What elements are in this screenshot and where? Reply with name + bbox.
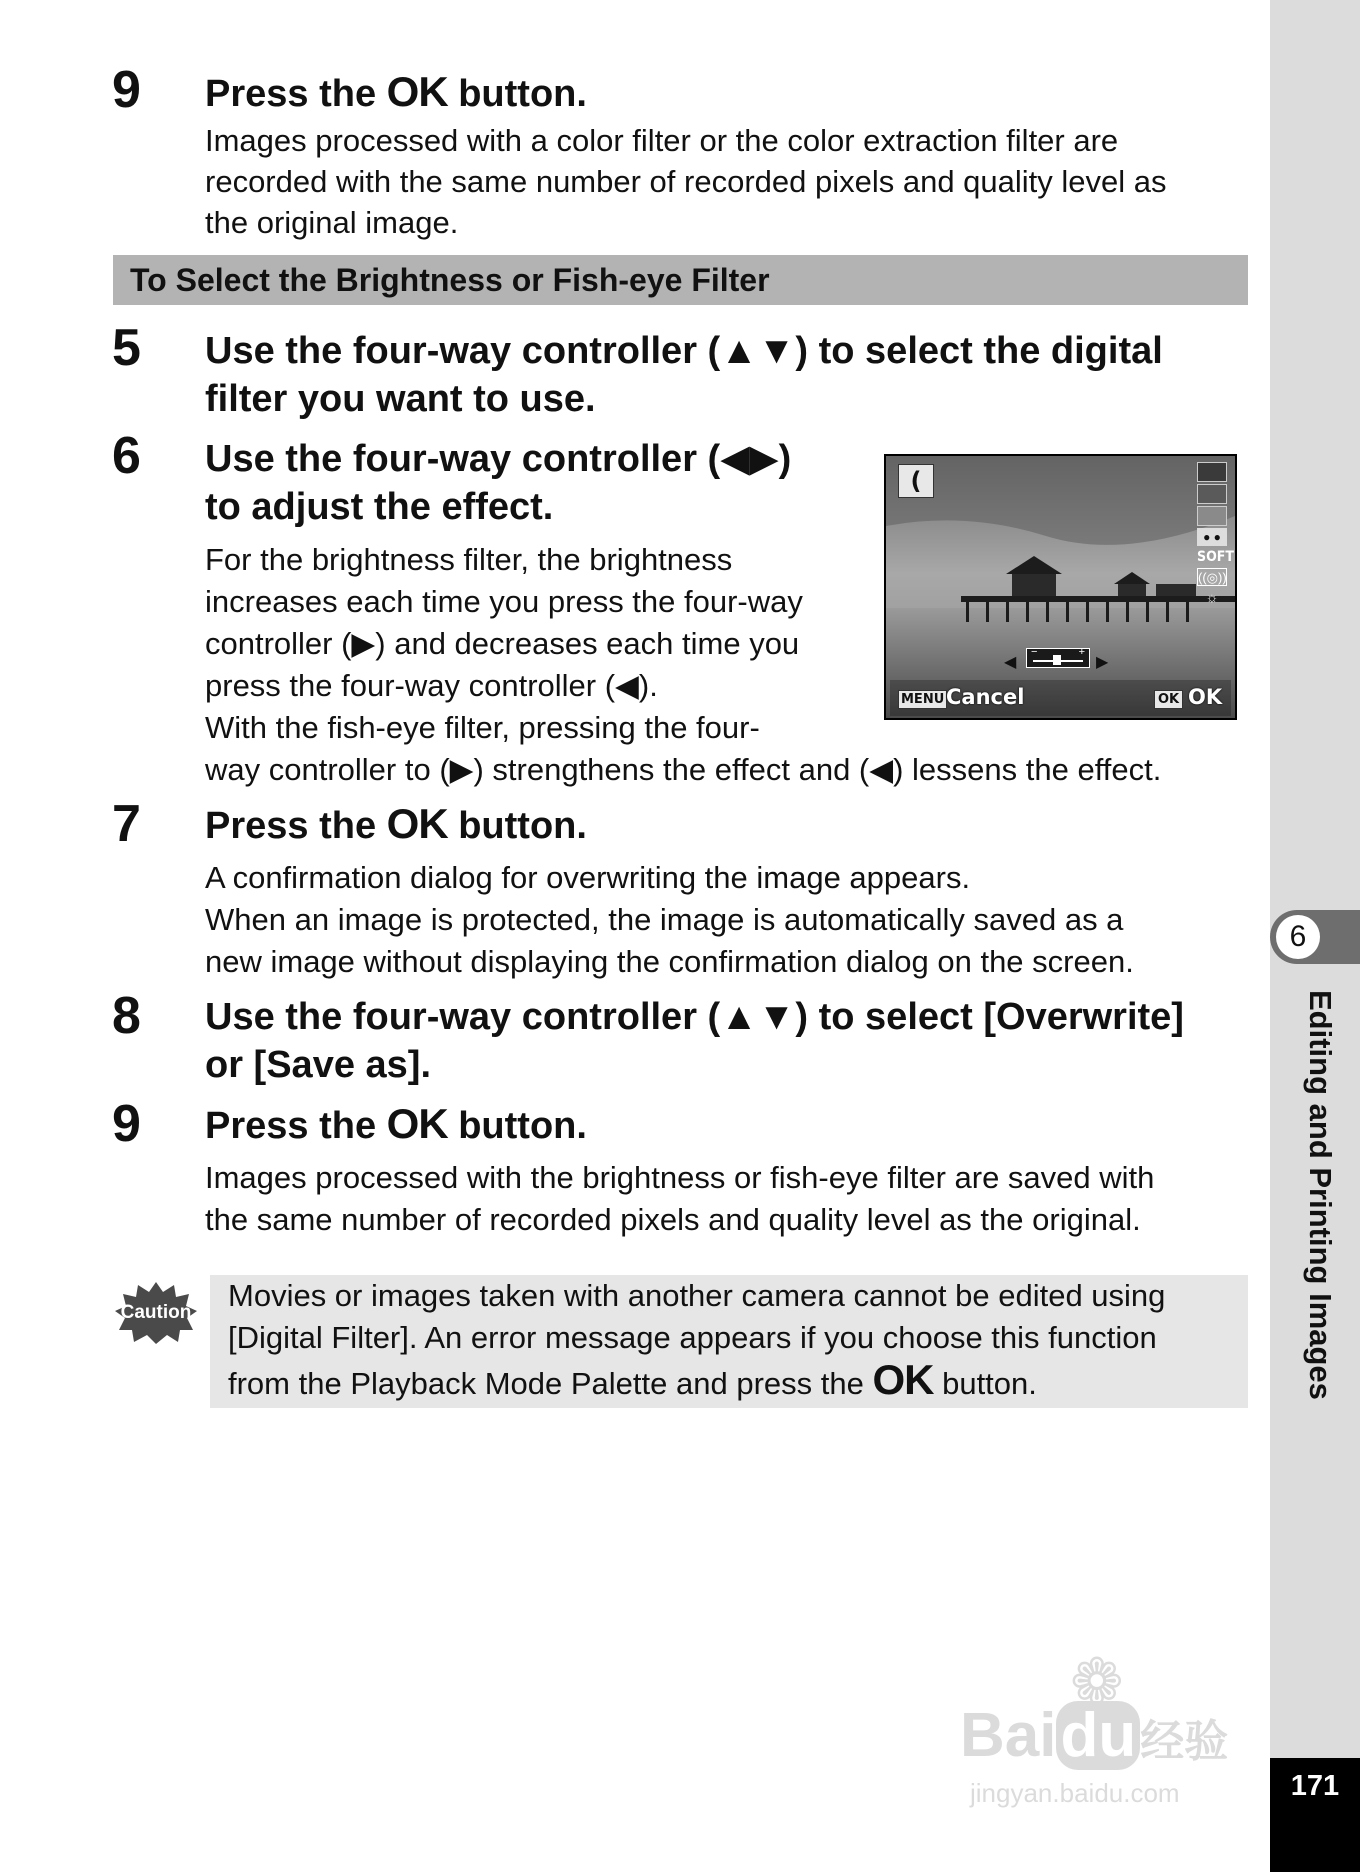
page-number: 171 bbox=[1290, 1770, 1340, 1802]
chapter-number: 6 bbox=[1276, 915, 1320, 959]
slider-minus: − bbox=[1031, 646, 1038, 658]
step-description: Images processed with the brightness or fish-eye filter are saved with the same number of recorded pixels and quality level as the original. bbox=[205, 1160, 1155, 1237]
caution-icon bbox=[114, 1280, 198, 1351]
camera-lcd-preview bbox=[884, 454, 1237, 720]
filter-dots-icon: ● ● bbox=[1197, 528, 1227, 546]
cancel-label: Cancel bbox=[946, 685, 1025, 709]
brightness-filter-icon: ☼ bbox=[1205, 589, 1219, 605]
caution-icon-label: Caution bbox=[120, 1302, 192, 1323]
filter-swatch-mid bbox=[1197, 484, 1227, 504]
chapter-title: Editing and Printing Images bbox=[1303, 990, 1338, 1400]
watermark-cn: 经验 bbox=[1140, 1717, 1229, 1766]
step-description: A confirmation dialog for overwriting the image appears. When an image is protected, the image is automatically saved as a new image without displaying the confirmation dialog on the screen. bbox=[205, 860, 1134, 979]
step-number: 5 bbox=[112, 319, 141, 377]
watermark-brand: Bai bbox=[960, 1701, 1057, 1770]
step-number: 9 bbox=[112, 1095, 141, 1153]
effect-slider bbox=[1026, 648, 1090, 668]
step-number: 6 bbox=[112, 427, 141, 485]
ok-key-icon: OK bbox=[1154, 690, 1183, 709]
step-heading: Use the four-way controller (▲▼) to select [Overwrite] or [Save as]. bbox=[205, 996, 1184, 1086]
filter-swatch-dark bbox=[1197, 462, 1227, 482]
filter-list-panel bbox=[1197, 462, 1234, 605]
slider-thumb bbox=[1053, 655, 1061, 665]
slider-right-arrow-icon: ▶ bbox=[1096, 654, 1109, 671]
step-number: 7 bbox=[112, 795, 141, 853]
filter-mode-icon: ( bbox=[898, 464, 934, 498]
slider-left-arrow-icon: ◀ bbox=[1004, 654, 1017, 671]
step-description: Images processed with a color filter or the color extraction filter are recorded with the same number of recorded pixels and quality level as the original image. bbox=[205, 123, 1167, 240]
section-title: To Select the Brightness or Fish-eye Filter bbox=[130, 262, 770, 298]
watermark-brand2: du bbox=[1056, 1701, 1140, 1770]
menu-key-icon: MENU bbox=[898, 690, 947, 709]
step-heading: Use the four-way controller (▲▼) to select the digital filter you want to use. bbox=[205, 330, 1163, 420]
step-number: 8 bbox=[112, 987, 141, 1045]
step-number: 9 bbox=[112, 61, 141, 119]
pier-scene-image bbox=[886, 456, 1235, 718]
step-heading: Press the OK button. bbox=[205, 800, 587, 847]
ok-button-glyph: OK bbox=[386, 800, 448, 847]
fisheye-filter-icon: ((◎)) bbox=[1198, 570, 1227, 585]
soft-filter-label: SOFT bbox=[1197, 549, 1234, 565]
watermark-url: jingyan.baidu.com bbox=[970, 1778, 1180, 1808]
filter-swatch-light bbox=[1197, 506, 1227, 526]
slider-plus: + bbox=[1078, 646, 1085, 658]
step-heading: Press the OK button. bbox=[205, 68, 587, 115]
step-description: For the brightness filter, the brightness increases each time you press the four-way controller (▶) and decreases each time you press the four-way controller (◀). With the fish-eye filter, pressing the four- way controller to (▶) strengthens the effect and (◀) lessens the effect. bbox=[205, 542, 1162, 787]
caution-text: Movies or images taken with another camera cannot be edited using [Digital Filter]. An error message appears if you choose this function from the Playback Mode Palette and press the OK button. bbox=[228, 1278, 1166, 1403]
step-heading: Use the four-way controller (◀▶) to adjust the effect. bbox=[205, 438, 792, 528]
ok-button-glyph: OK bbox=[386, 1100, 448, 1147]
paw-logo-icon: ❁ bbox=[1070, 1646, 1124, 1718]
step-heading: Press the OK button. bbox=[205, 1100, 587, 1147]
ok-button-glyph: OK bbox=[872, 1356, 934, 1403]
ok-label: OK bbox=[1188, 685, 1223, 709]
ok-button-glyph: OK bbox=[386, 68, 448, 115]
